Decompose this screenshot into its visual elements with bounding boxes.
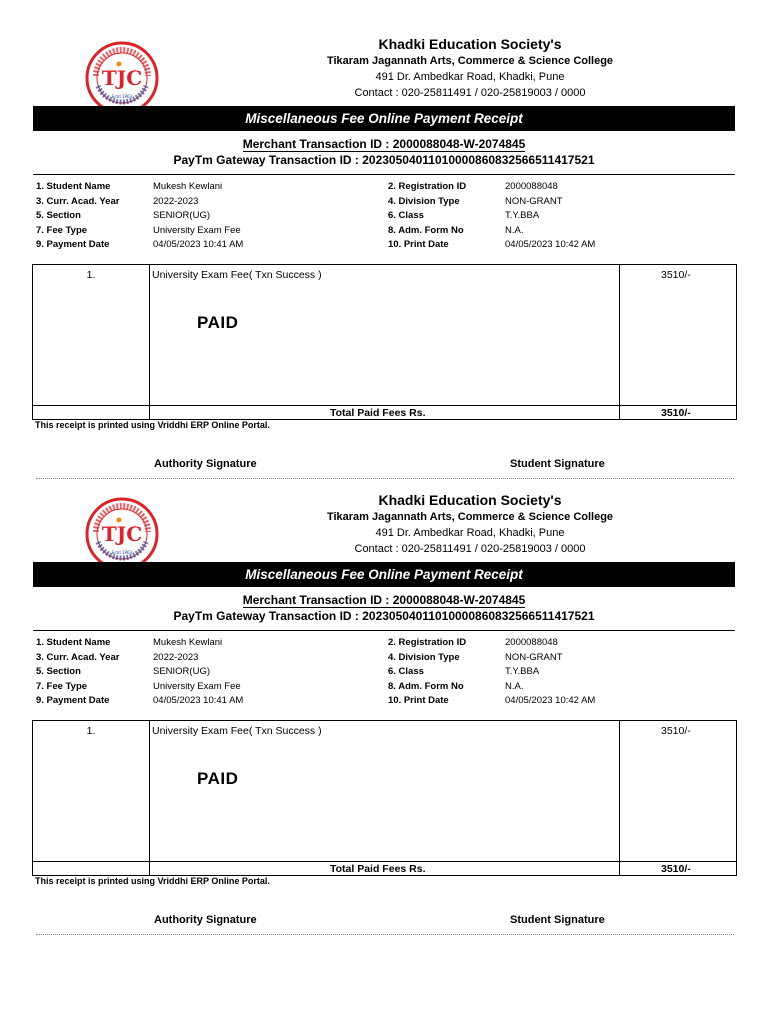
info-row-print-date: 10. Print Date 04/05/2023 10:42 AM (388, 239, 596, 250)
total-label: Total Paid Fees Rs. (330, 863, 426, 875)
paid-stamp: PAID (197, 769, 239, 788)
paid-stamp: PAID (197, 313, 239, 332)
info-row-print-date: 10. Print Date 04/05/2023 10:42 AM (388, 695, 596, 706)
portal-note: This receipt is printed using Vriddhi ERP Online Portal. (35, 876, 270, 886)
info-row-acad-year: 3. Curr. Acad. Year 2022-2023 (36, 195, 199, 207)
receipt-copy-2 (0, 456, 768, 926)
divider (33, 630, 735, 631)
fee-table (32, 720, 737, 876)
info-row-adm-form-no: 8. Adm. Form No N.A. (388, 224, 524, 236)
logo-monogram: TJC (101, 66, 143, 90)
college-contact: Contact : 020-25811491 / 020-25819003 / 0000 (354, 543, 586, 555)
authority-signature: Authority Signature (154, 914, 257, 926)
society-name: Khadki Education Society's (378, 492, 562, 508)
college-name: Tikaram Jagannath Arts, Commerce & Science College (326, 511, 614, 523)
fee-description: University Exam Fee( Txn Success ) (152, 725, 322, 737)
college-logo (84, 496, 160, 572)
college-header (260, 492, 680, 557)
info-row-student-name: 1. Student Name Mukesh Kewlani (36, 181, 223, 192)
college-contact: Contact : 020-25811491 / 020-25819003 / 0000 (354, 87, 586, 99)
info-row-class: 6. Class T.Y.BBA (388, 210, 540, 221)
info-row-registration-id: 2. Registration ID 2000088048 (388, 181, 558, 192)
college-logo (84, 40, 160, 116)
fee-serial-no: 1. (86, 725, 96, 737)
merchant-transaction-id: Merchant Transaction ID : 2000088048-W-2074845 (242, 593, 526, 607)
divider (33, 174, 735, 175)
logo-est: Estd.1963 (111, 550, 133, 555)
fee-amount: 3510/- (661, 725, 691, 737)
info-row-division-type: 4. Division Type NON-GRANT (388, 195, 563, 207)
gateway-transaction-id: PayTm Gateway Transaction ID : 20230504011010000860832566511417521 (173, 153, 595, 167)
total-amount: 3510/- (661, 407, 691, 419)
logo-monogram: TJC (101, 522, 143, 546)
receipt-title: Miscellaneous Fee Online Payment Receipt (33, 106, 735, 131)
student-info-right (388, 180, 595, 253)
fee-amount: 3510/- (661, 269, 691, 281)
info-row-payment-date: 9. Payment Date 04/05/2023 10:41 AM (36, 695, 244, 706)
info-row-division-type: 4. Division Type NON-GRANT (388, 651, 563, 663)
cut-line (36, 934, 734, 935)
receipt-title: Miscellaneous Fee Online Payment Receipt (33, 562, 735, 587)
student-info-left (36, 636, 243, 709)
total-amount: 3510/- (661, 863, 691, 875)
gateway-transaction-id: PayTm Gateway Transaction ID : 20230504011010000860832566511417521 (173, 609, 595, 623)
college-name: Tikaram Jagannath Arts, Commerce & Science College (326, 55, 614, 67)
info-row-adm-form-no: 8. Adm. Form No N.A. (388, 680, 524, 692)
info-row-section: 5. Section SENIOR(UG) (36, 210, 210, 221)
fee-serial-no: 1. (86, 269, 96, 281)
info-row-student-name: 1. Student Name Mukesh Kewlani (36, 637, 223, 648)
college-header (260, 36, 680, 101)
authority-signature: Authority Signature (154, 458, 257, 470)
society-name: Khadki Education Society's (378, 36, 562, 52)
logo-est: Estd.1963 (111, 94, 133, 99)
info-row-fee-type: 7. Fee Type University Exam Fee (36, 224, 241, 236)
receipt-copy-1 (0, 0, 768, 470)
student-info-left (36, 180, 243, 253)
fee-description: University Exam Fee( Txn Success ) (152, 269, 322, 281)
merchant-transaction-id: Merchant Transaction ID : 2000088048-W-2074845 (242, 137, 526, 151)
portal-note: This receipt is printed using Vriddhi ERP Online Portal. (35, 420, 270, 430)
college-address: 491 Dr. Ambedkar Road, Khadki, Pune (375, 527, 565, 539)
info-row-class: 6. Class T.Y.BBA (388, 666, 540, 677)
total-label: Total Paid Fees Rs. (330, 407, 426, 419)
info-row-fee-type: 7. Fee Type University Exam Fee (36, 680, 241, 692)
student-signature: Student Signature (510, 914, 605, 926)
student-info-right (388, 636, 595, 709)
info-row-section: 5. Section SENIOR(UG) (36, 666, 210, 677)
fee-table (32, 264, 737, 420)
student-signature: Student Signature (510, 458, 605, 470)
info-row-acad-year: 3. Curr. Acad. Year 2022-2023 (36, 651, 199, 663)
info-row-registration-id: 2. Registration ID 2000088048 (388, 637, 558, 648)
info-row-payment-date: 9. Payment Date 04/05/2023 10:41 AM (36, 239, 244, 250)
college-address: 491 Dr. Ambedkar Road, Khadki, Pune (375, 71, 565, 83)
